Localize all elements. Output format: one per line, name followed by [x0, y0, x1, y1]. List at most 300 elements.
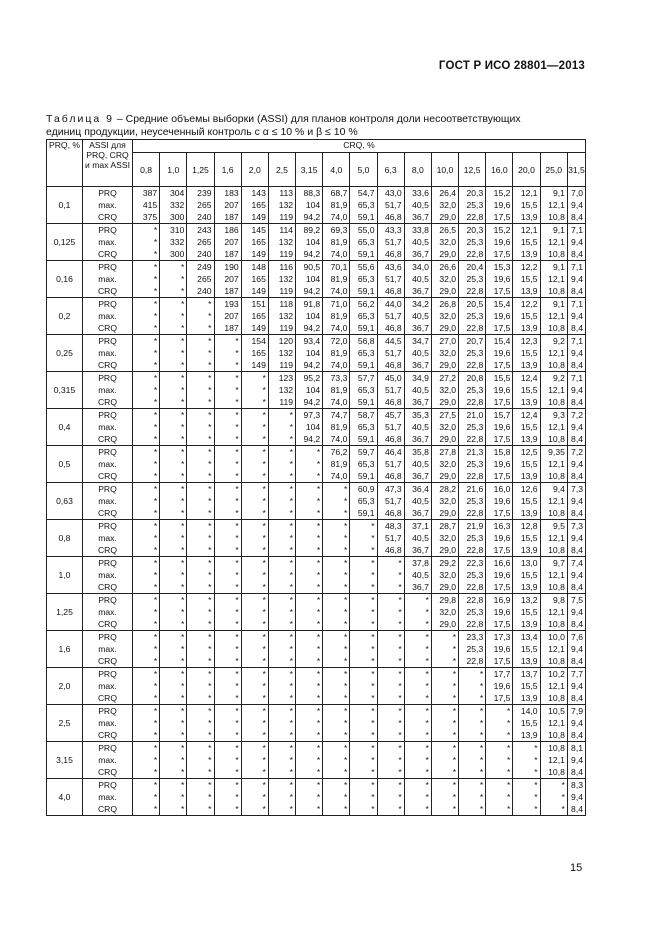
table-cell: *: [214, 544, 241, 557]
table-cell: *: [268, 594, 295, 607]
table-cell: *: [459, 803, 486, 816]
table-cell: 40,5: [404, 347, 431, 359]
assi-label: PRQ: [83, 557, 133, 570]
table-cell: 40,5: [404, 310, 431, 322]
table-cell: 17,5: [486, 285, 513, 298]
table-cell: 12,1: [540, 310, 567, 322]
page-number: 15: [570, 862, 583, 874]
table-cell: 10,8: [540, 248, 567, 261]
assi-label: CRQ: [83, 618, 133, 631]
table-cell: 33,6: [404, 187, 431, 200]
table-cell: 16,0: [486, 483, 513, 496]
table-cell: 36,7: [404, 507, 431, 520]
table-cell: *: [214, 347, 241, 359]
table-cell: 12,1: [540, 273, 567, 285]
table-cell: 27,5: [431, 409, 458, 422]
table-cell: 71,0: [323, 298, 350, 311]
table-cell: *: [241, 680, 268, 692]
table-cell: *: [377, 631, 404, 644]
table-cell: 132: [268, 384, 295, 396]
table-cell: 19,6: [486, 569, 513, 581]
table-cell: *: [459, 754, 486, 766]
table-cell: *: [431, 668, 458, 681]
table-cell: *: [133, 520, 160, 533]
assi-label: max.: [83, 791, 133, 803]
table-cell: *: [241, 396, 268, 409]
table-cell: 59,7: [350, 446, 377, 459]
table-cell: *: [187, 655, 214, 668]
table-cell: *: [268, 532, 295, 544]
table-row: [47, 298, 586, 311]
table-cell: 19,6: [486, 421, 513, 433]
table-cell: 310: [160, 224, 187, 237]
prq-value: 3,15: [47, 742, 83, 779]
table-cell: 22,8: [459, 655, 486, 668]
table-cell: *: [404, 766, 431, 779]
table-cell: *: [160, 557, 187, 570]
table-cell: *: [187, 791, 214, 803]
table-cell: 17,7: [486, 668, 513, 681]
table-cell: *: [377, 606, 404, 618]
assi-label: max.: [83, 680, 133, 692]
table-cell: *: [187, 310, 214, 322]
table-cell: *: [133, 273, 160, 285]
table-cell: 46,8: [377, 211, 404, 224]
table-cell: 104: [296, 236, 323, 248]
table-cell: *: [187, 372, 214, 385]
table-cell: 51,7: [377, 273, 404, 285]
table-cell: *: [187, 668, 214, 681]
table-cell: 51,7: [377, 495, 404, 507]
table-cell: 44,5: [377, 335, 404, 348]
table-cell: *: [486, 705, 513, 718]
table-cell: 19,6: [486, 495, 513, 507]
table-cell: *: [350, 668, 377, 681]
prq-value: 4,0: [47, 779, 83, 816]
table-cell: *: [187, 359, 214, 372]
table-cell: *: [404, 692, 431, 705]
table-cell: *: [486, 791, 513, 803]
crq-column-header: 1,0: [160, 153, 187, 187]
table-cell: *: [296, 668, 323, 681]
table-cell: *: [214, 791, 241, 803]
table-cell: 119: [268, 285, 295, 298]
table-cell: 8,4: [567, 359, 585, 372]
assi-label: max.: [83, 717, 133, 729]
table-cell: *: [377, 692, 404, 705]
table-cell: *: [350, 532, 377, 544]
table-cell: *: [323, 729, 350, 742]
table-cell: 7,7: [567, 668, 585, 681]
table-cell: *: [241, 458, 268, 470]
table-cell: *: [214, 692, 241, 705]
table-cell: *: [214, 668, 241, 681]
table-cell: 8,4: [567, 285, 585, 298]
caption-text: – Средние объемы выборки (ASSI) для планов контроля доли несоответствующих: [113, 113, 521, 125]
table-cell: *: [268, 446, 295, 459]
table-cell: 8,4: [567, 544, 585, 557]
table-cell: 9,4: [567, 606, 585, 618]
table-cell: 20,3: [459, 224, 486, 237]
table-cell: *: [323, 742, 350, 755]
table-cell: 19,6: [486, 532, 513, 544]
table-cell: 12,2: [513, 298, 540, 311]
table-cell: *: [187, 433, 214, 446]
table-cell: *: [214, 655, 241, 668]
table-cell: 54,7: [350, 187, 377, 200]
table-cell: *: [133, 569, 160, 581]
table-cell: *: [133, 446, 160, 459]
table-cell: 26,6: [431, 261, 458, 274]
assi-label: PRQ: [83, 520, 133, 533]
column-header-crq: CRQ, %: [133, 140, 586, 153]
table-cell: *: [377, 594, 404, 607]
table-cell: *: [296, 581, 323, 594]
table-cell: *: [160, 359, 187, 372]
table-row: [47, 458, 586, 470]
table-cell: 120: [268, 335, 295, 348]
table-cell: *: [214, 520, 241, 533]
assi-label: CRQ: [83, 470, 133, 483]
table-cell: *: [323, 544, 350, 557]
table-cell: *: [323, 803, 350, 816]
table-cell: *: [350, 631, 377, 644]
table-cell: *: [296, 557, 323, 570]
table-cell: 132: [268, 199, 295, 211]
table-cell: 149: [241, 285, 268, 298]
table-cell: 119: [268, 322, 295, 335]
table-cell: 7,1: [567, 261, 585, 274]
table-cell: 10,8: [540, 470, 567, 483]
table-cell: 46,8: [377, 470, 404, 483]
table-cell: *: [187, 446, 214, 459]
table-cell: 17,5: [486, 655, 513, 668]
table-cell: 88,3: [296, 187, 323, 200]
table-row: [47, 544, 586, 557]
table-cell: *: [268, 483, 295, 496]
table-cell: 265: [187, 236, 214, 248]
table-cell: *: [377, 779, 404, 792]
table-cell: 81,9: [323, 310, 350, 322]
table-cell: *: [404, 803, 431, 816]
table-cell: *: [268, 680, 295, 692]
table-cell: 8,4: [567, 470, 585, 483]
table-cell: *: [431, 729, 458, 742]
table-cell: 65,3: [350, 236, 377, 248]
table-cell: 46,8: [377, 433, 404, 446]
table-cell: *: [214, 335, 241, 348]
table-cell: 59,1: [350, 248, 377, 261]
table-cell: 375: [133, 211, 160, 224]
table-cell: 29,8: [431, 594, 458, 607]
table-cell: *: [323, 655, 350, 668]
table-row: [47, 483, 586, 496]
table-cell: *: [187, 643, 214, 655]
table-cell: *: [133, 729, 160, 742]
table-cell: 94,2: [296, 396, 323, 409]
table-cell: *: [133, 298, 160, 311]
table-cell: 104: [296, 273, 323, 285]
table-cell: 70,1: [323, 261, 350, 274]
table-cell: 12,1: [540, 569, 567, 581]
table-cell: *: [187, 594, 214, 607]
table-cell: *: [133, 680, 160, 692]
table-cell: *: [214, 446, 241, 459]
table-cell: *: [241, 631, 268, 644]
table-cell: 25,3: [459, 273, 486, 285]
table-cell: *: [160, 803, 187, 816]
prq-value: 1,0: [47, 557, 83, 594]
table-cell: 9,8: [540, 594, 567, 607]
table-cell: *: [404, 717, 431, 729]
table-cell: 40,5: [404, 495, 431, 507]
table-cell: 149: [241, 211, 268, 224]
table-cell: 15,5: [513, 495, 540, 507]
table-cell: 8,4: [567, 322, 585, 335]
table-cell: *: [350, 754, 377, 766]
table-cell: 19,6: [486, 310, 513, 322]
table-cell: *: [187, 618, 214, 631]
table-cell: *: [160, 507, 187, 520]
table-cell: 8,4: [567, 248, 585, 261]
table-cell: 265: [187, 273, 214, 285]
table-cell: 17,5: [486, 211, 513, 224]
table-cell: 28,2: [431, 483, 458, 496]
table-cell: 13,9: [513, 618, 540, 631]
table-cell: 19,6: [486, 606, 513, 618]
table-cell: *: [377, 791, 404, 803]
table-cell: *: [241, 754, 268, 766]
table-cell: *: [133, 606, 160, 618]
table-cell: *: [459, 705, 486, 718]
assi-label: PRQ: [83, 298, 133, 311]
prq-value: 0,5: [47, 446, 83, 483]
table-cell: 10,8: [540, 618, 567, 631]
table-cell: *: [486, 766, 513, 779]
table-cell: 9,4: [567, 273, 585, 285]
table-cell: *: [241, 705, 268, 718]
table-cell: 15,4: [486, 298, 513, 311]
table-cell: *: [431, 779, 458, 792]
assi-label: CRQ: [83, 581, 133, 594]
table-cell: *: [160, 618, 187, 631]
table-cell: *: [296, 717, 323, 729]
table-cell: 17,5: [486, 433, 513, 446]
table-cell: *: [241, 532, 268, 544]
table-cell: 32,0: [431, 347, 458, 359]
table-cell: *: [133, 483, 160, 496]
assi-label: max.: [83, 643, 133, 655]
table-cell: 32,0: [431, 273, 458, 285]
table-row: [47, 569, 586, 581]
table-cell: *: [350, 655, 377, 668]
table-cell: 40,5: [404, 236, 431, 248]
table-cell: 74,0: [323, 248, 350, 261]
crq-column-header: 1,6: [214, 153, 241, 187]
table-cell: *: [268, 742, 295, 755]
table-row: [47, 236, 586, 248]
table-cell: *: [377, 557, 404, 570]
table-cell: *: [404, 754, 431, 766]
table-cell: *: [241, 643, 268, 655]
table-cell: *: [323, 569, 350, 581]
table-caption: [46, 113, 586, 139]
assi-label: max.: [83, 606, 133, 618]
table-cell: *: [160, 655, 187, 668]
table-cell: 46,8: [377, 507, 404, 520]
table-cell: *: [513, 766, 540, 779]
table-row: [47, 581, 586, 594]
table-cell: *: [350, 742, 377, 755]
table-cell: *: [241, 581, 268, 594]
table-cell: *: [160, 717, 187, 729]
table-row: [47, 655, 586, 668]
table-cell: 13,7: [513, 668, 540, 681]
table-cell: 15,5: [513, 347, 540, 359]
table-cell: 15,4: [486, 335, 513, 348]
table-cell: *: [214, 458, 241, 470]
table-cell: 94,2: [296, 211, 323, 224]
table-cell: *: [214, 409, 241, 422]
table-cell: 10,8: [540, 322, 567, 335]
table-cell: *: [133, 655, 160, 668]
table-cell: 29,0: [431, 248, 458, 261]
table-cell: *: [241, 470, 268, 483]
table-cell: 13,2: [513, 594, 540, 607]
table-cell: *: [377, 618, 404, 631]
table-cell: 29,0: [431, 211, 458, 224]
table-cell: 149: [241, 248, 268, 261]
table-cell: *: [241, 729, 268, 742]
table-cell: 149: [241, 322, 268, 335]
table-cell: *: [214, 618, 241, 631]
table-cell: 94,2: [296, 322, 323, 335]
table-row: [47, 791, 586, 803]
table-cell: 40,5: [404, 384, 431, 396]
table-cell: *: [513, 803, 540, 816]
table-cell: 40,5: [404, 199, 431, 211]
table-cell: 13,9: [513, 544, 540, 557]
table-cell: 55,0: [350, 224, 377, 237]
table-cell: *: [323, 766, 350, 779]
table-cell: *: [160, 766, 187, 779]
table-cell: *: [377, 668, 404, 681]
table-cell: *: [296, 520, 323, 533]
table-cell: 17,5: [486, 544, 513, 557]
table-cell: *: [323, 680, 350, 692]
table-cell: *: [133, 236, 160, 248]
table-cell: 21,6: [459, 483, 486, 496]
crq-column-header: 1,25: [187, 153, 214, 187]
table-cell: *: [187, 507, 214, 520]
table-cell: 20,7: [459, 335, 486, 348]
table-cell: *: [323, 606, 350, 618]
table-cell: 19,6: [486, 199, 513, 211]
table-cell: 22,8: [459, 433, 486, 446]
table-cell: *: [214, 754, 241, 766]
table-cell: *: [241, 569, 268, 581]
table-cell: *: [160, 779, 187, 792]
crq-column-header: 25,0: [540, 153, 567, 187]
assi-label: max.: [83, 236, 133, 248]
table-cell: *: [323, 791, 350, 803]
table-cell: 15,5: [513, 458, 540, 470]
table-cell: *: [241, 520, 268, 533]
table-cell: 27,8: [431, 446, 458, 459]
table-cell: 10,8: [540, 581, 567, 594]
table-cell: 15,7: [486, 409, 513, 422]
crq-column-header: 0,8: [133, 153, 160, 187]
crq-column-header: 20,0: [513, 153, 540, 187]
table-cell: 36,7: [404, 396, 431, 409]
table-cell: 207: [214, 199, 241, 211]
table-row: [47, 310, 586, 322]
table-cell: 132: [268, 347, 295, 359]
assi-label: CRQ: [83, 433, 133, 446]
table-cell: *: [323, 483, 350, 496]
table-cell: 29,0: [431, 285, 458, 298]
table-cell: 17,5: [486, 248, 513, 261]
table-cell: *: [268, 717, 295, 729]
table-cell: *: [160, 347, 187, 359]
table-cell: *: [133, 372, 160, 385]
table-cell: *: [350, 705, 377, 718]
table-cell: *: [160, 310, 187, 322]
table-cell: *: [214, 384, 241, 396]
table-cell: *: [377, 705, 404, 718]
table-cell: *: [459, 791, 486, 803]
table-cell: *: [241, 717, 268, 729]
table-cell: 93,4: [296, 335, 323, 348]
table-cell: *: [323, 507, 350, 520]
table-cell: 9,4: [567, 569, 585, 581]
table-cell: *: [187, 384, 214, 396]
table-cell: 59,1: [350, 285, 377, 298]
table-cell: 45,0: [377, 372, 404, 385]
table-cell: *: [350, 803, 377, 816]
table-cell: 32,0: [431, 310, 458, 322]
table-cell: *: [296, 729, 323, 742]
table-cell: 8,4: [567, 433, 585, 446]
table-cell: *: [133, 224, 160, 237]
table-cell: 15,5: [513, 643, 540, 655]
table-cell: 94,2: [296, 285, 323, 298]
table-cell: *: [214, 359, 241, 372]
table-cell: 9,4: [567, 310, 585, 322]
table-cell: *: [513, 742, 540, 755]
table-cell: *: [214, 470, 241, 483]
assi-label: PRQ: [83, 631, 133, 644]
table-cell: *: [133, 594, 160, 607]
table-cell: 36,7: [404, 285, 431, 298]
table-cell: *: [160, 544, 187, 557]
table-cell: *: [350, 520, 377, 533]
table-cell: *: [241, 507, 268, 520]
table-cell: 13,9: [513, 322, 540, 335]
table-row: [47, 705, 586, 718]
table-cell: 36,7: [404, 211, 431, 224]
table-cell: 81,9: [323, 458, 350, 470]
table-cell: *: [133, 631, 160, 644]
table-cell: *: [513, 779, 540, 792]
table-cell: *: [241, 446, 268, 459]
table-cell: 29,0: [431, 581, 458, 594]
table-cell: 9,4: [567, 680, 585, 692]
table-cell: 17,5: [486, 359, 513, 372]
table-cell: 240: [187, 211, 214, 224]
table-cell: *: [268, 557, 295, 570]
table-row: [47, 606, 586, 618]
